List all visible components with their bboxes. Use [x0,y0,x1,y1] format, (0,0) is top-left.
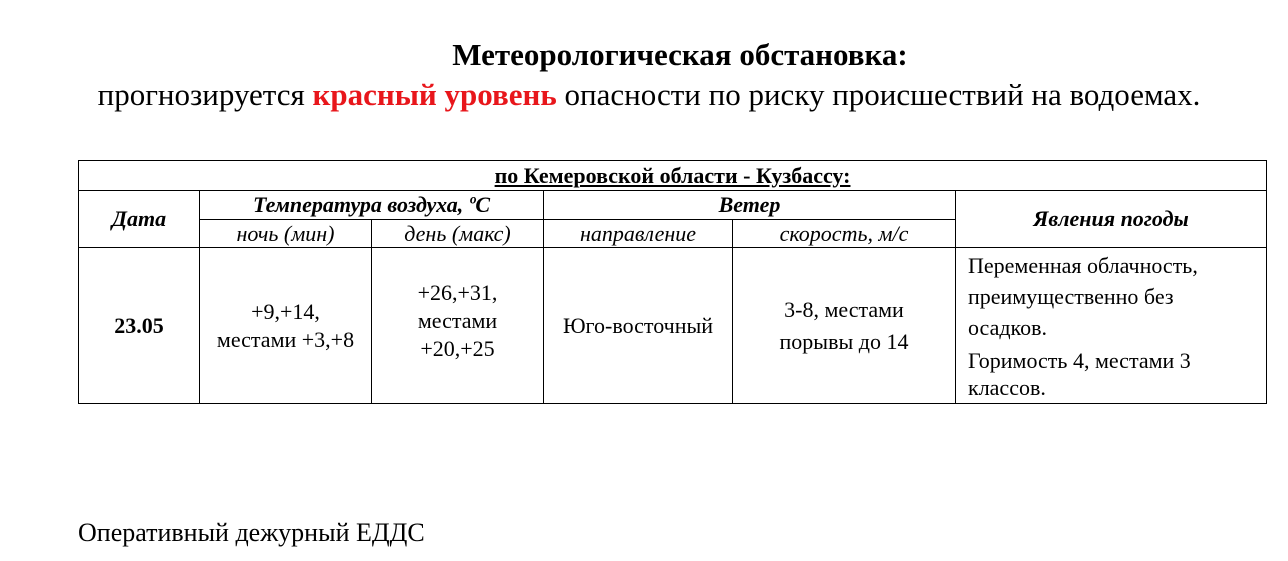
date-cell: 23.05 [79,248,200,404]
wind-direction-cell: Юго-восточный [544,248,733,404]
wind-speed-cell [733,248,956,404]
wind-speed-line: 3-8, местами [784,296,904,322]
night-subheader: ночь (мин) [200,220,372,248]
night-temp-line: +9,+14, [251,298,320,324]
forecast-table [78,160,1267,404]
page-subtitle [0,76,1288,114]
day-temp-line: местами [417,307,498,333]
weather-line: Переменная облачность, [968,253,1198,278]
danger-level-highlight: красный уровень [312,77,557,112]
temperature-header: Температура воздуха, ºС [200,191,544,220]
wind-header: Ветер [544,191,956,220]
night-temp-cell [200,248,372,404]
day-temp-line: +26,+31, [417,279,498,305]
weather-line: классов. [968,375,1046,400]
region-header: по Кемеровской области - Кузбассу: [79,161,1267,191]
page-title: Метеорологическая обстановка: [452,37,908,72]
speed-subheader: скорость, м/с [733,220,956,248]
direction-subheader: направление [544,220,733,248]
day-subheader: день (макс) [372,220,544,248]
day-temp-cell [372,248,544,404]
night-temp-line: местами +3,+8 [216,326,355,352]
table-row [79,248,1267,404]
weather-line: осадков. [968,315,1047,340]
weather-line: преимущественно без [968,284,1174,309]
date-header: Дата [79,191,200,248]
phenomena-header: Явления погоды [956,191,1267,248]
weather-line: Горимость 4, местами 3 [968,348,1191,373]
weather-phenomena-cell [956,248,1267,404]
subtitle-suffix: опасности по риску происшествий на водоемах. [556,77,1201,112]
duty-officer-signature: Оперативный дежурный ЕДДС [78,518,425,547]
subtitle-prefix: прогнозируется [97,77,313,112]
day-temp-line: +20,+25 [420,335,495,361]
wind-speed-line: порывы до 14 [779,328,909,354]
